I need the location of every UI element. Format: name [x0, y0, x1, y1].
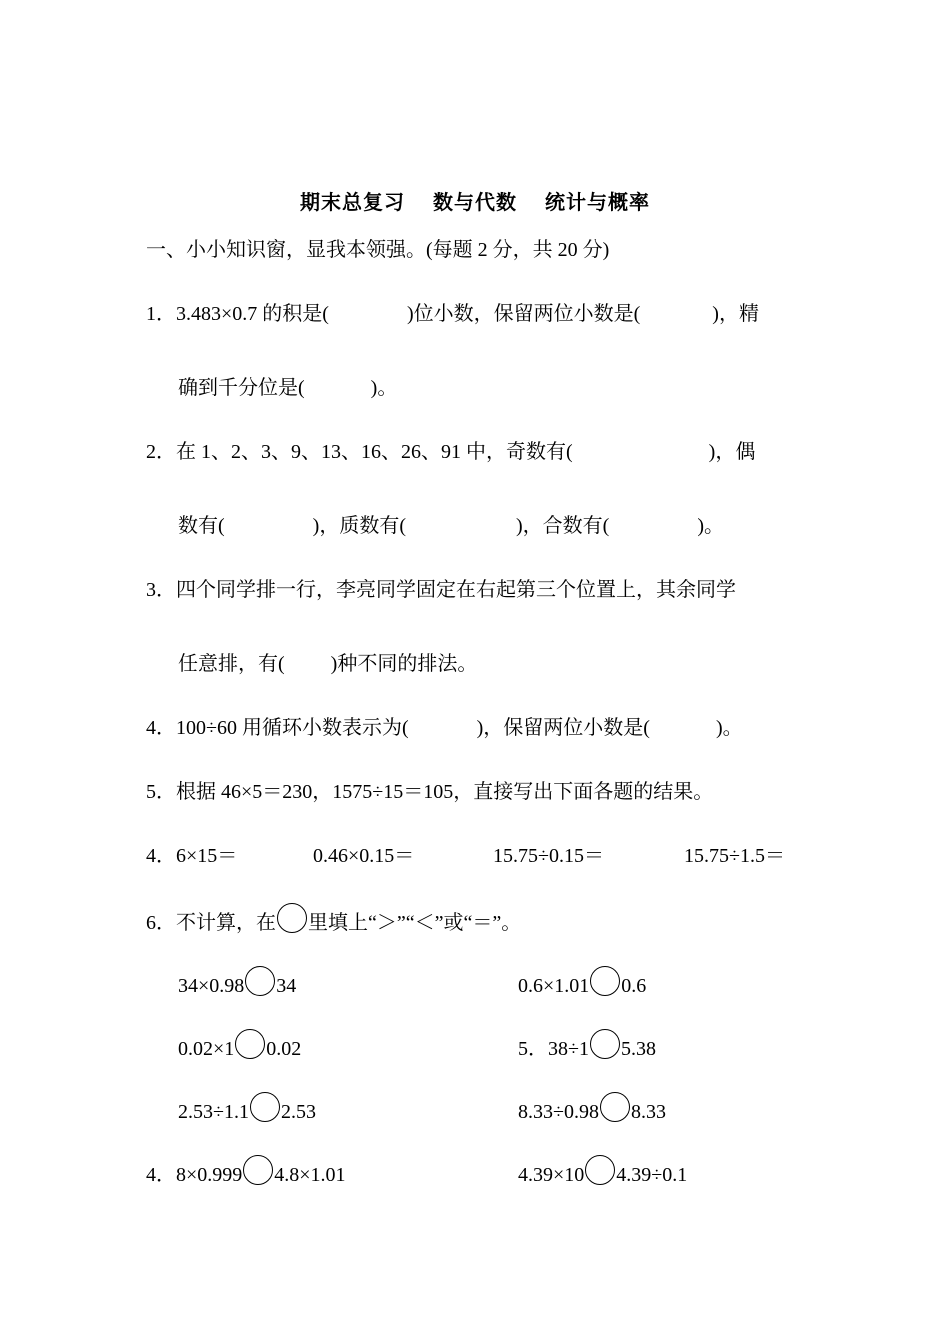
- question-text: )，偶: [708, 441, 756, 463]
- question-text: 100÷60 用循环小数表示为(: [176, 717, 409, 739]
- expression: 0.02×1: [178, 1038, 235, 1060]
- question-number: 1．: [146, 303, 176, 325]
- question-text: )，质数有(: [312, 515, 406, 537]
- title-part-1: 期末总复习: [300, 192, 405, 214]
- question-text: 四个同学排一行，李亮同学固定在右起第三个位置上，其余同学: [176, 579, 736, 601]
- expression: 0.02: [266, 1038, 302, 1060]
- comparison-left: [146, 1155, 346, 1189]
- circle-blank[interactable]: [235, 1029, 265, 1059]
- page-title: [0, 186, 950, 215]
- question-text: 3.483×0.7 的积是(: [176, 303, 329, 325]
- circle-blank[interactable]: [600, 1092, 630, 1122]
- expression: 34: [276, 975, 297, 997]
- circle-blank[interactable]: [245, 966, 275, 996]
- circle-blank[interactable]: [243, 1155, 273, 1185]
- question-text: 确到千分位是(: [178, 377, 305, 399]
- question-text: )位小数，保留两位小数是(: [406, 303, 641, 325]
- expression: 4.39×10: [518, 1164, 585, 1186]
- expression: 0.6×1.01: [518, 975, 590, 997]
- comparison-left: [178, 1029, 301, 1063]
- comparison-left: [178, 1092, 316, 1126]
- question-3-line-1: [146, 576, 736, 604]
- question-text: )。: [715, 717, 743, 739]
- question-text: 里填上“＞”“＜”或“＝”。: [308, 912, 522, 934]
- question-6: [146, 903, 521, 937]
- question-text: )，合数有(: [516, 515, 610, 537]
- question-text: 不计算，在: [176, 912, 276, 934]
- title-part-3: 统计与概率: [545, 192, 650, 214]
- question-number: 4．: [146, 845, 176, 867]
- section-heading: 一、小小知识窗，显我本领强。(每题 2 分，共 20 分): [146, 239, 610, 261]
- comparison-right: [518, 1155, 687, 1189]
- comparison-right: [518, 1029, 656, 1063]
- question-text: )，精: [712, 303, 759, 325]
- question-text: 数有(: [178, 515, 225, 537]
- question-text: 根据 46×5＝230，1575÷15＝105，直接写出下面各题的结果。: [176, 781, 714, 803]
- expression: 5．38÷1: [518, 1038, 589, 1060]
- calc-item: 0.46×0.15＝: [313, 845, 415, 867]
- circle-blank[interactable]: [590, 1029, 620, 1059]
- calc-expression: 6×15＝: [176, 845, 238, 867]
- question-5: [146, 778, 713, 806]
- title-part-2: 数与代数: [433, 192, 517, 214]
- expression: 5.38: [620, 1038, 656, 1060]
- question-4: [146, 714, 743, 742]
- question-text: )。: [370, 377, 398, 399]
- circle-blank[interactable]: [590, 966, 620, 996]
- expression: 4．8×0.999: [146, 1164, 243, 1186]
- question-text: )种不同的排法。: [330, 653, 478, 675]
- question-number: 4．: [146, 717, 176, 739]
- question-1-line-1: [146, 300, 759, 328]
- expression: 34×0.98: [178, 975, 245, 997]
- question-1-line-2: [178, 374, 397, 402]
- comparison-right: [518, 1092, 666, 1126]
- question-text: 任意排，有(: [178, 653, 285, 675]
- expression: 8.33÷0.98: [518, 1101, 599, 1123]
- circle-blank[interactable]: [277, 903, 307, 933]
- calc-item: 15.75÷1.5＝: [684, 845, 785, 867]
- question-text: )。: [697, 515, 724, 537]
- comparison-right: [518, 966, 646, 1000]
- circle-blank[interactable]: [585, 1155, 615, 1185]
- question-number: 6．: [146, 912, 176, 934]
- comparison-left: [178, 966, 296, 1000]
- expression: 4.8×1.01: [274, 1164, 346, 1186]
- calc-item: 15.75÷0.15＝: [493, 845, 604, 867]
- expression: 8.33: [630, 1101, 666, 1123]
- expression: 2.53÷1.1: [178, 1101, 249, 1123]
- expression: 4.39÷0.1: [616, 1164, 688, 1186]
- question-text: )，保留两位小数是(: [476, 717, 650, 739]
- question-3-line-2: [178, 650, 477, 678]
- question-number: 5．: [146, 781, 176, 803]
- question-2-line-2: [178, 512, 724, 540]
- expression: 2.53: [280, 1101, 316, 1123]
- question-number: 3．: [146, 579, 176, 601]
- circle-blank[interactable]: [250, 1092, 280, 1122]
- expression: 0.6: [621, 975, 647, 997]
- question-number: 2．: [146, 441, 176, 463]
- question-2-line-1: [146, 438, 755, 466]
- question-text: 在 1、2、3、9、13、16、26、91 中，奇数有(: [176, 441, 573, 463]
- calc-item: [146, 842, 237, 870]
